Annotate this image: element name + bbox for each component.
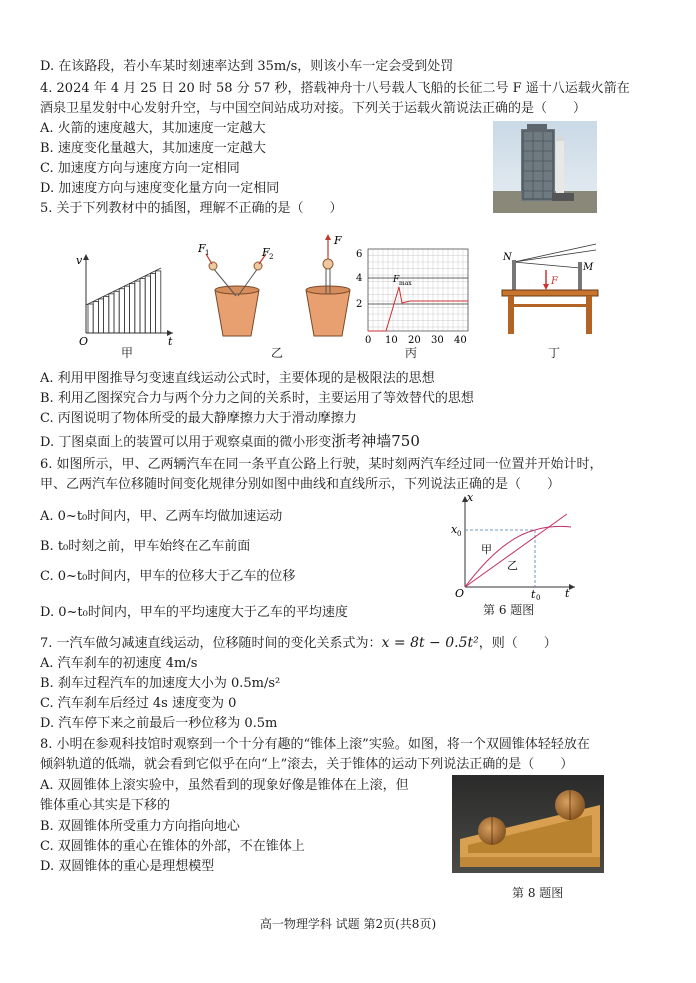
- fig-q6-x0: x: [451, 523, 458, 536]
- fig-q6-yi-label: 乙: [507, 559, 518, 572]
- q6-option-a: A. 0~t₀时间内，甲、乙两车均做加速运动: [40, 509, 283, 524]
- fig-bing-xtick-40: 40: [454, 335, 467, 345]
- q4-option-a: A. 火箭的速度越大，其加速度一定越大: [40, 121, 266, 136]
- fig-q6-jia-label: 甲: [481, 543, 492, 556]
- jia-strip: [114, 291, 119, 333]
- jia-strip: [156, 271, 161, 333]
- fig-jia-origin: O: [79, 335, 89, 345]
- fig-ding-m: M: [583, 262, 594, 273]
- figure-ding: [500, 240, 600, 338]
- jia-strip: [93, 301, 98, 333]
- q7-option-d: D. 汽车停下来之前最后一秒位移为 0.5m: [40, 716, 278, 731]
- q5-option-d-text: D. 丁图桌面上的装置可以用于观察桌面的微小形变: [40, 435, 332, 450]
- fig-yi-f1: F: [198, 242, 206, 255]
- q6-option-d: D. 0~t₀时间内，甲车的平均速度大于乙车的平均速度: [40, 605, 348, 620]
- fig-ding-label: 丁: [548, 346, 561, 360]
- jia-strip: [124, 286, 129, 333]
- jia-strip: [88, 304, 93, 333]
- jia-strip: [145, 276, 150, 333]
- q5-stem: 5. 关于下列教材中的插图，理解不正确的是（ ）: [40, 201, 343, 216]
- q8-option-d: D. 双圆锥体的重心是理想模型: [40, 859, 215, 874]
- q6-option-b: B. t₀时刻之前，甲车始终在乙车前面: [40, 539, 251, 554]
- fig-q6-x-axis: x: [467, 493, 474, 504]
- fig-jia-label: 甲: [121, 346, 134, 360]
- jia-strip: [140, 279, 145, 333]
- jia-strip: [119, 289, 124, 333]
- fig-ding-n: N: [503, 252, 512, 263]
- fig-bing-xtick-30: 30: [431, 335, 444, 345]
- fig-q6-origin: O: [455, 587, 465, 600]
- q7-formula: x = 8t − 0.5t²: [381, 635, 479, 651]
- q7-stem: [40, 634, 557, 653]
- q8-option-c: C. 双圆锥体的重心在锥体的外部，不在锥体上: [40, 839, 305, 854]
- figure-yi: [198, 238, 276, 338]
- q6-option-c: C. 0~t₀时间内，甲车的位移大于乙车的位移: [40, 569, 296, 584]
- q4-option-c: C. 加速度方向与速度方向一定相同: [40, 161, 240, 176]
- jia-strip: [135, 281, 140, 333]
- q7-stem-text: 7. 一汽车做匀减速直线运动，位移随时间的变化关系式为：: [40, 636, 382, 651]
- q8-stem-line2: 倾斜轨道的低端，就会看到它似乎在向“上”滚去，关于锥体的运动下列说法正确的是（ ）: [40, 757, 574, 772]
- rocket-launch-photo: [493, 121, 597, 213]
- fig-bing-fmax: F: [393, 275, 400, 285]
- fig-bing-xtick-0: 0: [365, 335, 372, 345]
- fig-yi-label: 乙: [271, 346, 284, 360]
- q5-option-d: [40, 432, 420, 452]
- fig-bing-xtick-10: 10: [385, 335, 398, 345]
- fig-bing-label: 丙: [405, 346, 418, 360]
- fig-jia-v: v: [76, 254, 83, 267]
- q8-option-b: B. 双圆锥体所受重力方向指向地心: [40, 819, 240, 834]
- figure-jia: [73, 250, 173, 345]
- q6-stem-line2: 甲、乙两汽车位移随时间变化规律分别如图中曲线和直线所示，下列说法正确的是（ ）: [40, 477, 561, 492]
- fig-q6-t0: t: [531, 588, 536, 600]
- fig-q6-x0-sub: 0: [457, 530, 462, 538]
- jia-strip: [150, 273, 155, 333]
- fig-yi-f1-sub: 1: [205, 249, 210, 257]
- q5-option-c: C. 丙图说明了物体所受的最大静摩擦力大于滑动摩擦力: [40, 411, 357, 426]
- q4-option-b: B. 速度变化量越大，其加速度一定越大: [40, 141, 266, 156]
- fig-ding-f: F: [551, 276, 558, 287]
- q7-option-b: B. 刹车过程汽车的加速度大小为 0.5m/s²: [40, 676, 281, 691]
- q8-figure-caption: 第 8 题图: [512, 886, 564, 900]
- watermark-text: 浙考神墙750: [331, 432, 420, 450]
- fig-yi-f2-sub: 2: [269, 253, 274, 261]
- jia-strip: [98, 299, 103, 333]
- q7-stem-tail: ，则（ ）: [478, 636, 557, 651]
- page-footer: 高一物理学科 试题 第2页(共8页): [259, 917, 437, 931]
- fig-jia-t: t: [168, 335, 173, 345]
- q7-option-a: A. 汽车刹车的初速度 4m/s: [40, 656, 198, 671]
- figure-bing: [342, 243, 472, 345]
- q5-option-b: B. 利用乙图探究合力与两个分力之间的关系时，主要运用了等效替代的思想: [40, 391, 474, 406]
- q7-option-c: C. 汽车刹车后经过 4s 速度变为 0: [40, 696, 237, 711]
- fig-bing-ytick-6: 6: [356, 249, 363, 260]
- fig-bing-ytick-4: 4: [356, 273, 363, 284]
- q4-stem-line1: 4. 2024 年 4 月 25 日 20 时 58 分 57 秒，搭载神舟十八号载人飞船的长征二号 F 遥十八运载火箭在: [40, 81, 630, 96]
- figure-q6-xt-graph: [447, 493, 577, 600]
- q5-option-a: A. 利用甲图推导匀变速直线运动公式时，主要体现的是极限法的思想: [40, 371, 435, 386]
- q8-option-a-line1: A. 双圆锥体上滚实验中，虽然看到的现象好像是锥体在上滚，但: [40, 778, 409, 793]
- q4-option-d: D. 加速度方向与速度变化量方向一定相同: [40, 181, 280, 196]
- fig-yi-f2: F: [262, 246, 270, 259]
- q4-stem-line2: 酒泉卫星发射中心发射升空，与中国空间站成功对接。下列关于运载火箭说法正确的是（ ）: [40, 101, 587, 116]
- q3-option-d: D. 在该路段，若小车某时刻速率达到 35m/s，则该小车一定会受到处罚: [40, 59, 454, 74]
- jia-strip: [109, 294, 114, 333]
- double-cone-photo: [452, 775, 604, 873]
- q6-figure-caption: 第 6 题图: [483, 603, 535, 617]
- fig-bing-ytick-2: 2: [356, 299, 363, 310]
- q8-option-a-line2: 锥体重心其实是下移的: [40, 798, 171, 813]
- jia-strip: [130, 284, 135, 333]
- q6-stem-line1: 6. 如图所示，甲、乙两辆汽车在同一条平直公路上行驶，某时刻两汽车经过同一位置并开始计时，: [40, 457, 603, 472]
- fig-bing-xtick-20: 20: [408, 335, 421, 345]
- fig-yi-f: F: [334, 234, 342, 247]
- fig-q6-t0-sub: 0: [536, 594, 541, 600]
- q8-stem-line1: 8. 小明在参观科技馆时观察到一个十分有趣的“锥体上滚”实验。如图，将一个双圆锥体轻轻放在: [40, 737, 590, 752]
- fig-q6-t-axis: t: [565, 587, 570, 600]
- fig-bing-fmax-sub: max: [399, 280, 412, 287]
- jia-strip: [104, 296, 109, 333]
